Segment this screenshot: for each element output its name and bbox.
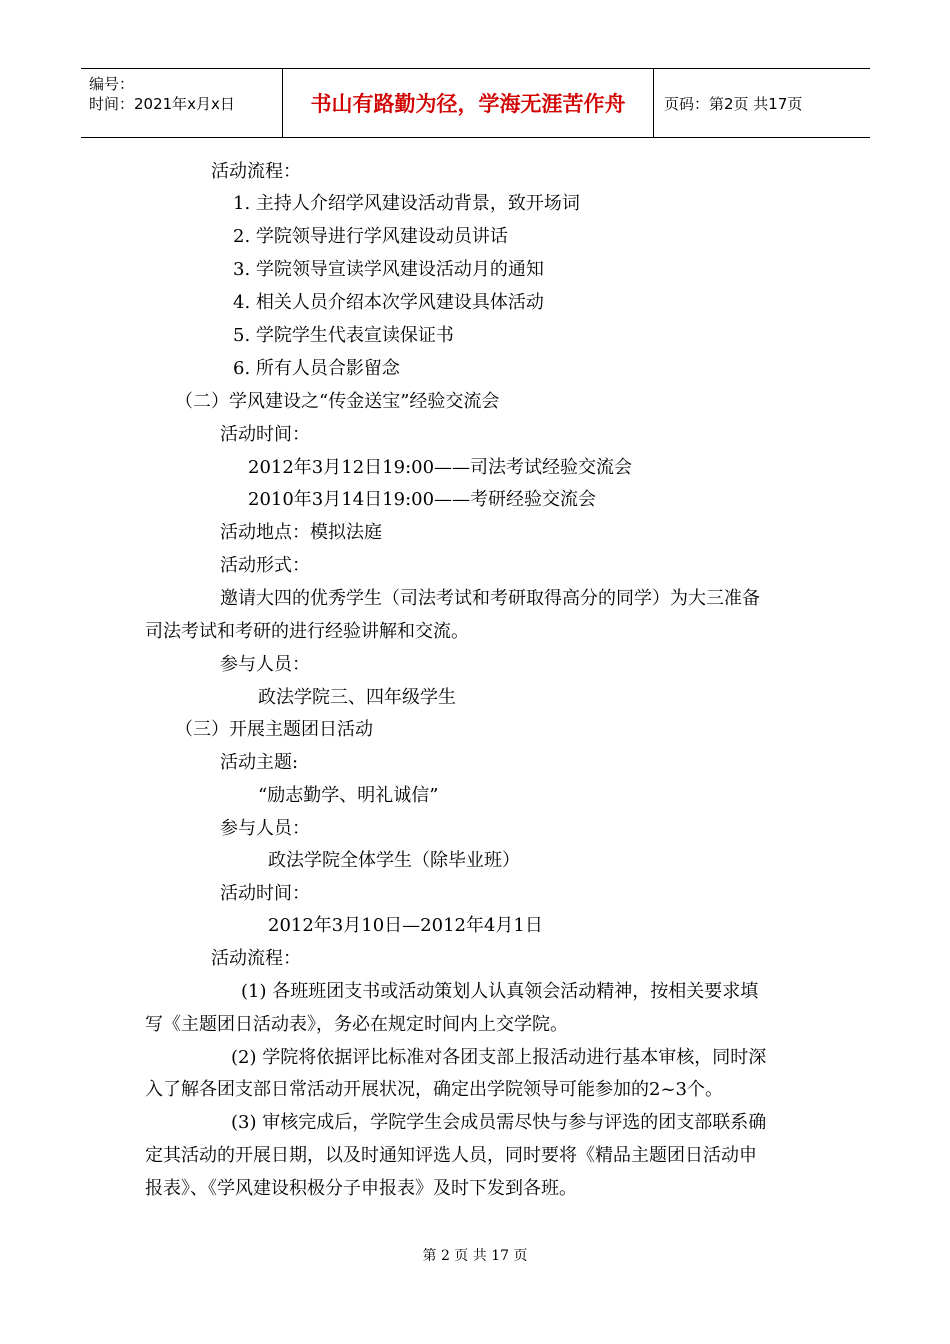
list-item: 4. 相关人员介绍本次学风建设具体活动 (233, 292, 544, 313)
flow-heading: 活动流程： (211, 161, 301, 182)
paragraph-line: 司法考试和考研的进行经验讲解和交流。 (145, 621, 469, 642)
field-heading: 活动时间： (220, 883, 310, 904)
section-title: （三）开展主题团日活动 (175, 719, 373, 740)
paragraph-line: 邀请大四的优秀学生（司法考试和考研取得高分的同学）为大三准备 (220, 588, 760, 609)
paragraph-line: (2) 学院将依据评比标准对各团支部上报活动进行基本审核，同时深 (231, 1047, 767, 1068)
paragraph-line: (1) 各班班团支书或活动策划人认真领会活动精神，按相关要求填 (241, 981, 759, 1002)
header-meta (81, 69, 281, 137)
field-heading: 参与人员： (220, 654, 310, 675)
field-value: 政法学院全体学生（除毕业班） (268, 850, 520, 871)
paragraph-line: (3) 审核完成后，学院学生会成员需尽快与参与评选的团支部联系确 (231, 1112, 767, 1133)
paragraph-line: 报表》、《学风建设积极分子申报表》及时下发到各班。 (145, 1178, 577, 1199)
field-value: 政法学院三、四年级学生 (258, 687, 456, 708)
document-time-label: 时间：2021年x月x日 (89, 95, 235, 113)
paragraph-line: 定其活动的开展日期，以及时通知评选人员，同时要将《精品主题团日活动申 (145, 1145, 757, 1166)
paragraph-line: 入了解各团支部日常活动开展状况，确定出学院领导可能参加的2~3个。 (145, 1079, 723, 1100)
page-header (81, 68, 870, 138)
field-heading: 活动形式： (220, 555, 310, 576)
field-line: 活动地点：模拟法庭 (220, 522, 382, 543)
field-heading: 活动主题: (220, 752, 299, 773)
paragraph-line: 写《主题团日活动表》，务必在规定时间内上交学院。 (145, 1014, 568, 1035)
list-item: 6. 所有人员合影留念 (233, 358, 400, 379)
flow-heading: 活动流程： (211, 948, 301, 969)
list-item: 3. 学院领导宣读学风建设活动月的通知 (233, 259, 544, 280)
schedule-item: 2010年3月14日19:00——考研经验交流会 (248, 489, 597, 510)
page-footer: 第 2 页 共 17 页 (422, 1248, 528, 1264)
document-number-label: 编号： (89, 75, 135, 93)
field-heading: 活动时间： (220, 424, 310, 445)
header-page-number: 页码：第2页 共17页 (664, 95, 803, 113)
field-value: 2012年3月10日—2012年4月1日 (268, 915, 543, 936)
field-heading: 参与人员： (220, 818, 310, 839)
header-motto: 书山有路勤为径，学海无涯苦作舟 (310, 92, 626, 116)
list-item: 5. 学院学生代表宣读保证书 (233, 325, 454, 346)
header-divider (653, 69, 654, 137)
field-value: “励志勤学、明礼诚信” (258, 785, 439, 806)
schedule-item: 2012年3月12日19:00——司法考试经验交流会 (248, 457, 633, 478)
section-title: （二）学风建设之“传金送宝”经验交流会 (175, 391, 500, 412)
list-item: 1. 主持人介绍学风建设活动背景，致开场词 (233, 193, 580, 214)
list-item: 2. 学院领导进行学风建设动员讲话 (233, 226, 508, 247)
